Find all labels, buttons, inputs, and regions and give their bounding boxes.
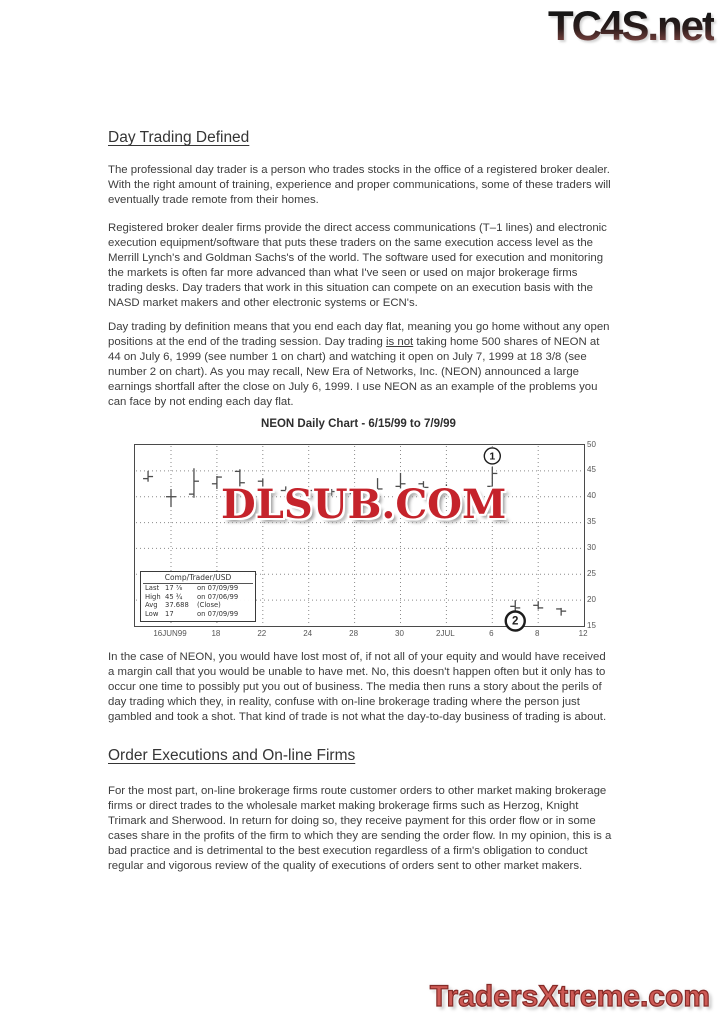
- legend-row-last: Last 17 ⅞ on 07/09/99: [145, 584, 239, 592]
- chart-legend: [140, 571, 256, 622]
- tradersxtreme-logo: TradersXtreme.com: [429, 980, 710, 1013]
- svg-text:1: 1: [489, 450, 496, 463]
- paragraph-2: Registered broker dealer firms provide the direct access communications (T–1 lines) and electronic execution equipment/software that puts these traders on the same execution access level as the Merrill Lynch's and Goldman Sachs's of the world. The software used for execution and monitoring the markets is often far more advanced than what I've seen or used on major brokerage firms trading desks. Day traders that work in this situation can compete on an execution basis with the NASD market makers and other electronic systems or ECN's.: [108, 222, 607, 309]
- heading-day-trading-defined: Day Trading Defined: [108, 129, 250, 146]
- legend-row-avg: Avg 37.688 (Close): [145, 601, 221, 610]
- x-tick-label: 24: [303, 629, 313, 638]
- y-tick-label: 15: [587, 620, 596, 630]
- x-tick-label: 22: [257, 629, 267, 638]
- x-tick-label: 16JUN99: [153, 629, 187, 638]
- chart-y-axis-labels: [587, 439, 609, 630]
- x-tick-label: 18: [211, 629, 221, 638]
- paragraph-3-after: taking home 500 shares of NEON at 44 on July 6, 1999 (see number 1 on chart) and watching it open on July 7, 1999 at 18 3/8 (see number 2 on chart). As you may recall, New Era of Networks, Inc. (NEON) announced a large earnings shortfall after the close on July 6, 1999. I use NEON as an example of the problems you can face by not ending each day flat.: [108, 336, 600, 408]
- y-tick-label: 35: [587, 517, 596, 527]
- paragraph-4: In the case of NEON, you would have lost most of, if not all of your equity and would have received a margin call that you would be unable to have met. No, this doesn't happen often but it only has to occur one time to possibly put you out of business. The media then runs a story about the perils of day trading which they, in reality, confuse with on-line brokerage trading where the person just gambled and took a shot. That kind of trade is not what the day-to-day business of trading is about.: [108, 651, 607, 723]
- paragraph-1: The professional day trader is a person who trades stocks in the office of a registered broker dealer. With the right amount of training, experience and proper communications, some of these traders will eventually trade remote from their homes.: [108, 164, 611, 206]
- x-tick-label: 8: [534, 629, 540, 638]
- heading-order-executions: Order Executions and On-line Firms: [108, 747, 356, 764]
- svg-text:2: 2: [512, 615, 519, 628]
- y-tick-label: 25: [587, 568, 596, 578]
- x-tick-label: 2JUL: [436, 629, 455, 638]
- paragraph-3-before: Day trading by definition means that you end each day flat, meaning you go home without any open positions at the end of the trading session. Day trading: [108, 321, 610, 348]
- tc4s-logo: TC4S.net: [547, 2, 714, 49]
- x-tick-label: 30: [395, 629, 404, 638]
- y-tick-label: 40: [587, 491, 596, 501]
- dlsub-watermark: DLSUB.COM: [221, 481, 507, 528]
- x-tick-label: 28: [349, 629, 359, 638]
- legend-row-low: Low 17 on 07/09/99: [145, 609, 239, 618]
- y-tick-label: 20: [587, 594, 596, 604]
- y-tick-label: 45: [587, 465, 596, 475]
- chart-title: NEON Daily Chart - 6/15/99 to 7/9/99: [261, 418, 456, 430]
- y-tick-label: 30: [587, 542, 596, 552]
- x-tick-label: 6: [489, 629, 494, 638]
- paragraph-5: For the most part, on-line brokerage firms route customer orders to other market making brokerage firms or direct trades to the wholesale market making brokerage firms such as Herzog, Knight Trimark and Sherwood. In return for doing so, they receive payment for this order flow or in some cases share in the profits of the firm to which they are sending the order flow. In my opinion, this is a bad practice and is detrimental to the best execution regardless of a firm's obligation to conduct regular and vigorous review of the quality of executions of orders sent to other market makers.: [108, 785, 612, 872]
- legend-row-high: High 45 ¾ on 07/06/99: [145, 592, 239, 601]
- x-tick-label: 12: [578, 629, 588, 638]
- chart-x-axis-labels: [134, 629, 604, 641]
- paragraph-3: [108, 320, 614, 410]
- legend-title: Comp/Trader/USD: [143, 572, 253, 584]
- paragraph-3-underlined: is not: [385, 336, 414, 348]
- neon-daily-chart: [134, 444, 585, 627]
- y-tick-label: 50: [587, 439, 596, 449]
